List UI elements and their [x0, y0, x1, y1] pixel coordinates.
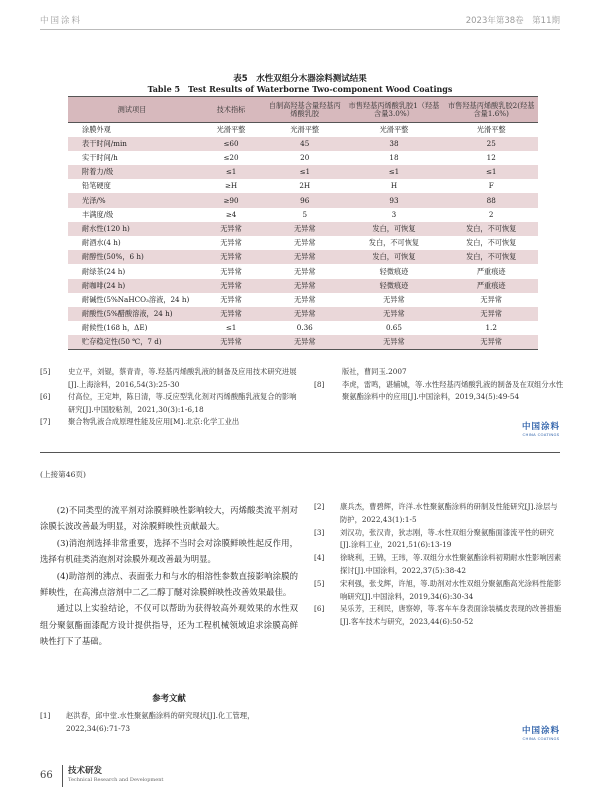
logo-subtitle: CHINA COATINGS	[522, 736, 560, 741]
table-row	[68, 222, 538, 236]
header-divider	[40, 29, 560, 30]
body-paragraph: 通过以上实验结论，不仅可以帮助为获得较高外观效果的水性双组分聚氨酯面漆配方设计提供指导，还为工程机械领域追求涂膜高鲜映性打下了基础。	[40, 603, 298, 647]
table-row	[68, 250, 538, 264]
table-cell-item: 附着力/级	[68, 165, 196, 179]
column-header: 测试项目	[68, 97, 196, 123]
references-bottom-left	[40, 710, 298, 736]
reference-text: 徐晓利，王锦，王玮，等.双组分水性聚氨酯涂料初期耐水性影响因素探讨[J].中国涂料，2022,37(5):38-42	[340, 553, 562, 575]
table-cell: 无异常	[266, 250, 344, 264]
table-cell: 无异常	[196, 279, 266, 293]
table-cell: 发白，不可恢复	[368, 238, 420, 248]
reference-text: 赵洪春，邱中堂.水性聚氨酯涂料的研究现状[J].化工管理，2022,34(6):71-73	[66, 711, 255, 733]
table-cell-item: 耐酒水(4 h)	[82, 238, 121, 248]
reference-text: 聚合物乳液合成原理性能及应用[M].北京:化学工业出	[68, 417, 240, 427]
reference-item	[314, 552, 564, 578]
reference-number: [5]	[314, 578, 325, 588]
table-cell: 无异常	[266, 222, 344, 236]
table-cell: 严重痕迹	[476, 266, 506, 276]
table-row	[68, 123, 538, 137]
table-row	[68, 335, 538, 349]
table-cell: 96	[266, 193, 344, 207]
section-name-en: Technical Research and Development	[68, 777, 164, 783]
table-cell-item: 耐咖啡(24 h)	[68, 279, 196, 293]
reference-number: [3]	[314, 527, 325, 537]
table-cell-item: 表干时间/min	[68, 137, 196, 151]
table-title-cn: 表5 水性双组分木器涂料测试结果	[233, 74, 367, 84]
reference-item	[314, 379, 564, 404]
table-cell: 无异常	[383, 294, 405, 304]
reference-item	[314, 527, 564, 553]
table-cell: ≤60	[196, 137, 266, 151]
references-bottom-right	[314, 501, 564, 629]
table-cell: 无异常	[344, 307, 445, 321]
section-name-cn: 技术研发	[68, 766, 103, 776]
issue-info: 2023年第38卷 第11期	[465, 16, 560, 26]
page-footer	[40, 762, 560, 790]
table-cell: 18	[389, 153, 399, 162]
reference-text: 李虎，雷鸣，谌辅城，等.水性羟基丙烯酸乳液的制备及在双组分水性聚氨酯涂料中的应用[J].中国涂料，2019,34(5):49-54	[342, 379, 564, 402]
table-cell: 45	[266, 137, 344, 151]
table-cell-item: 耐醇性(50%，6 h)	[68, 250, 196, 264]
logo-mark: 中国涂料	[522, 422, 561, 432]
table-cell: F	[488, 181, 494, 191]
table-cell: 无异常	[220, 238, 242, 248]
table-cell-item: 丰满度/级	[82, 209, 114, 219]
reference-number: [1]	[40, 711, 51, 720]
table-cell: 38	[344, 137, 445, 151]
table-cell: 25	[444, 137, 538, 151]
column-header: 市售羟基丙烯酸乳胶1（羟基含量3.0%）	[344, 97, 445, 123]
table-cell: 1.2	[485, 323, 497, 333]
journal-logo	[522, 420, 560, 440]
body-paragraph: (2)不同类型的流平剂对涂膜鲜映性影响较大，丙烯酸类流平剂对涂膜长波改善最为明显，对涂膜鲜映性贡献最大。	[40, 505, 298, 532]
references-top-left	[40, 366, 300, 429]
table-cell: 20	[300, 153, 310, 162]
table-row	[68, 193, 538, 207]
table-cell: H	[390, 181, 398, 191]
table-cell: 无异常	[293, 238, 316, 248]
table-cell: 轻微痕迹	[379, 266, 409, 276]
page-header	[40, 14, 560, 28]
table-cell: 无异常	[196, 335, 266, 349]
logo-mark: 中国涂料	[522, 726, 561, 736]
reference-number: [8]	[314, 379, 325, 389]
reference-item	[314, 501, 564, 527]
table-cell: 无异常	[266, 335, 344, 349]
table-cell: 2H	[299, 181, 311, 191]
table-cell: 严重痕迹	[444, 279, 538, 293]
table-cell: 2	[488, 209, 494, 219]
table-cell: 88	[444, 193, 538, 207]
column-header: 市售羟基丙烯酸乳胶2(羟基含量1.6%)	[444, 97, 538, 123]
table-cell: ≥90	[196, 193, 266, 207]
reference-number: [6]	[314, 604, 325, 614]
reference-text: 版社，曹同玉.2007	[342, 367, 407, 376]
table-cell-item: 铅笔硬度	[82, 181, 111, 191]
journal-logo	[522, 724, 560, 744]
table-cell: 发白，可恢复	[344, 250, 445, 264]
reference-text: 付高位，王定坤，陈日清，等.反应型乳化剂对丙烯酸酯乳液复合的影响研究[J].中国胶粘剂，2021,30(3):1-6,18	[68, 392, 297, 414]
table-cell-item: 耐酸性(5%醋酸溶液，24 h)	[68, 307, 196, 321]
table-title-en: Table 5 Test Results of Waterborne Two-component Wood Coatings	[147, 84, 453, 94]
reference-item	[40, 366, 300, 391]
body-text	[40, 502, 298, 650]
reference-item	[40, 416, 300, 429]
table-cell: 发白，可恢复	[344, 222, 445, 236]
table-cell: 3	[391, 209, 397, 219]
table-cell: 无异常	[444, 335, 538, 349]
table-cell: ≤1	[344, 165, 445, 179]
table-cell: 无异常	[220, 266, 242, 276]
table-cell-item: 耐绿茶(24 h)	[82, 266, 126, 276]
table-cell: 无异常	[293, 294, 316, 304]
table-cell: 发白，不可恢复	[444, 222, 538, 236]
reference-item	[314, 603, 564, 629]
table-cell: 无异常	[220, 294, 242, 304]
table-cell-item: 实干时间/h	[82, 153, 118, 162]
table-cell: 无异常	[196, 222, 266, 236]
table-cell: ≤1	[225, 323, 237, 333]
table-cell: ≤1	[196, 165, 266, 179]
journal-name: 中国涂料	[40, 16, 83, 26]
logo-subtitle: CHINA COATINGS	[522, 432, 560, 437]
table-header-row	[68, 97, 538, 123]
results-table	[68, 96, 538, 350]
reference-number: [2]	[314, 502, 325, 511]
table-cell: 12	[486, 153, 496, 162]
table-cell: 0.65	[385, 323, 402, 333]
page-number: 66	[40, 770, 53, 781]
table-cell-item: 耐碱性(5%NaHCO₃溶液，24 h)	[82, 294, 190, 304]
table-cell: 轻微痕迹	[344, 279, 445, 293]
reference-item	[314, 578, 564, 604]
table-cell: 0.36	[296, 323, 313, 333]
table-cell: ≥H	[224, 181, 238, 191]
references-heading: 参考文献	[152, 693, 186, 703]
reference-item	[40, 710, 298, 736]
table-cell-item: 贮存稳定性(50 ℃，7 d)	[68, 335, 196, 349]
table-row	[68, 293, 538, 307]
table-cell: 无异常	[196, 250, 266, 264]
column-header: 技术指标	[196, 97, 266, 123]
table-cell: 无异常	[293, 266, 316, 276]
reference-text: 宋利强，张戈辉，许旭，等.助剂对水性双组分聚氨酯高光涂料性能影响研究[J].中国涂料，2019,34(6):30-34	[340, 578, 562, 601]
reference-text: 康兵杰，曹碧辉，许洋.水性聚氨酯涂料的研制及性能研究[J].涂层与防护，2022,43(1):1-5	[340, 502, 558, 524]
section-divider	[40, 452, 560, 453]
table-cell: 无异常	[266, 279, 344, 293]
table-cell: 93	[344, 193, 445, 207]
reference-number: [4]	[314, 553, 325, 563]
reference-number: [6]	[40, 392, 51, 402]
table-cell: ≤1	[444, 165, 538, 179]
table-cell: 无异常	[344, 335, 445, 349]
table-cell: 无异常	[444, 307, 538, 321]
column-header: 自制高羟基含量羟基丙烯酸乳胶	[266, 97, 344, 123]
table-cell: 光滑平整	[216, 124, 246, 134]
table-row	[68, 179, 538, 193]
reference-number: [7]	[40, 417, 51, 427]
table-cell: 光滑平整	[476, 124, 506, 134]
reference-text: 吴乐芳，王利民，唐察婷，等.客车车身表面涂装橘皮表现的改善措施[J].客车技术与研究，2023,44(6):50-52	[340, 604, 562, 627]
table-row	[68, 151, 538, 165]
table-cell: ≤20	[223, 153, 239, 162]
table-row	[68, 279, 538, 293]
table-cell-item: 光泽/%	[68, 193, 196, 207]
table-cell: 光滑平整	[290, 124, 320, 134]
table-cell: 无异常	[196, 307, 266, 321]
table-cell-item: 涂膜外观	[82, 124, 111, 134]
continued-note: (上接第46页)	[40, 470, 86, 479]
table-row	[68, 264, 538, 278]
table-cell-item: 耐水性(120 h)	[68, 222, 196, 236]
footer-divider	[62, 765, 63, 787]
table-cell: 无异常	[266, 307, 344, 321]
table-cell: ≥4	[225, 209, 237, 219]
table-row	[68, 208, 538, 222]
reference-number: [5]	[40, 367, 51, 376]
reference-text: 刘汉功，张汉青，狄志刚，等.水性双组分聚氨酯面漆流平性的研究[J].涂料工业，2021,51(6):13-19	[340, 527, 554, 550]
table-row	[68, 165, 538, 179]
table-row	[68, 321, 538, 335]
table-cell: 发白，不可恢复	[444, 250, 538, 264]
reference-item	[314, 366, 564, 379]
table-cell: 5	[302, 209, 308, 219]
table-cell-item: 耐候性(168 h，ΔE)	[82, 323, 148, 333]
table-row	[68, 137, 538, 151]
references-top-right	[314, 366, 564, 404]
table-row	[68, 236, 538, 250]
body-paragraph: (4)助溶剂的沸点、表面张力和与水的相溶性参数直接影响涂膜的鲜映性，在高沸点溶剂中二乙二醇丁醚对涂膜鲜映性改善效果最佳。	[40, 570, 298, 598]
reference-text: 史立平，刘锟，蔡青青，等.羟基丙烯酸乳液的制备及应用技术研究进展[J].上海涂料，2016,54(3):25-30	[68, 367, 297, 389]
reference-item	[40, 391, 300, 416]
table-cell: 无异常	[480, 294, 502, 304]
table-cell: ≤1	[266, 165, 344, 179]
table-cell: 光滑平整	[379, 124, 409, 134]
table-cell: 发白，不可恢复	[466, 238, 517, 248]
body-paragraph: (3)消泡剂选择非常重要，选择不当时会对涂膜鲜映性起反作用，选择有机硅类消泡剂对涂膜外观改善最为明显。	[40, 537, 298, 565]
table-row	[68, 307, 538, 321]
